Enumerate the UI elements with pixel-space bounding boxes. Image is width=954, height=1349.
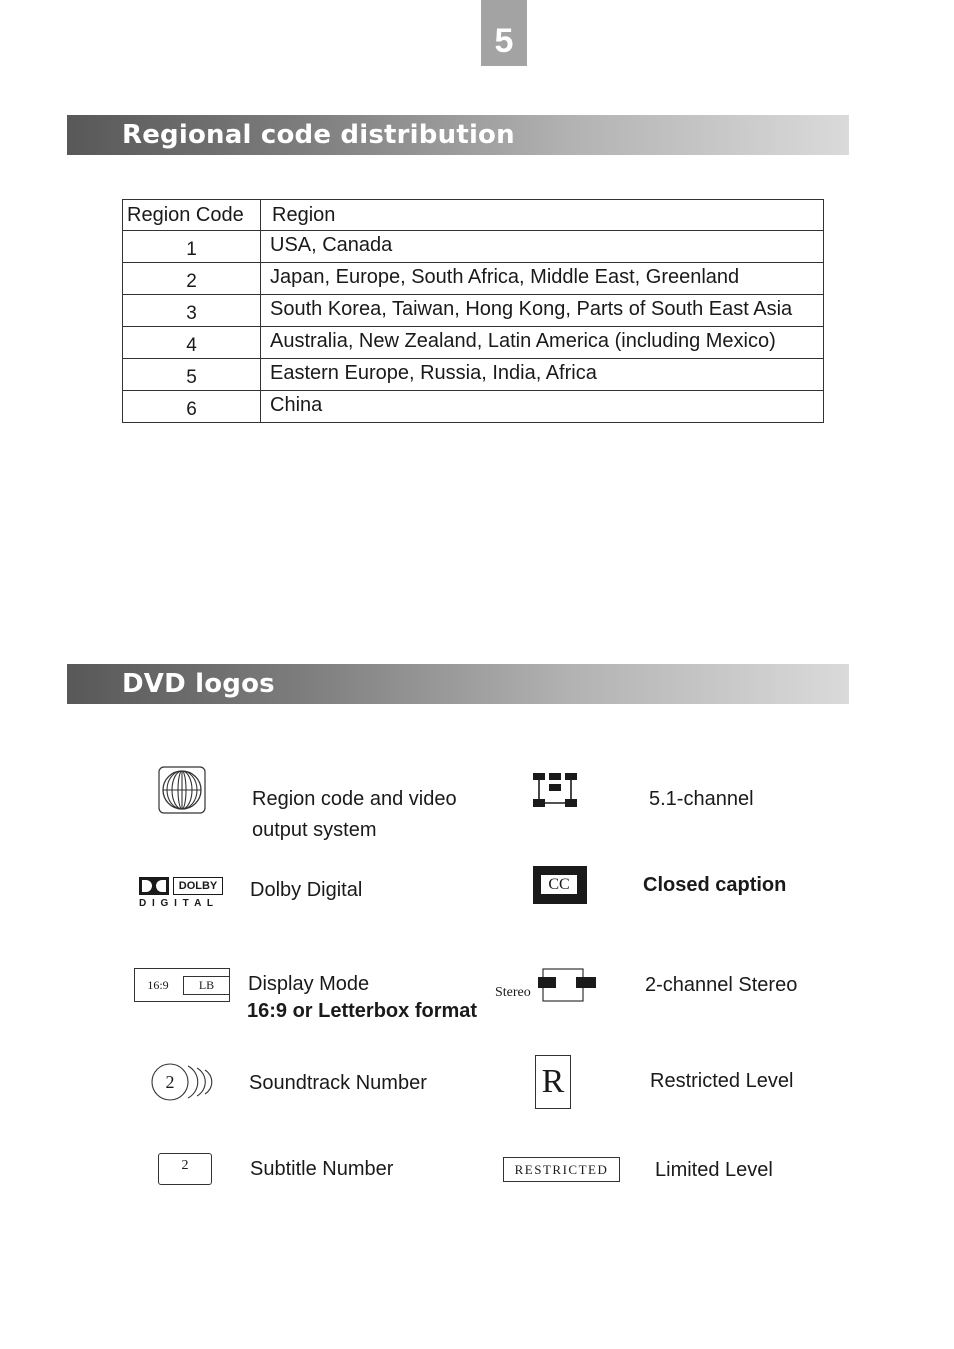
page-number: 5 — [481, 0, 527, 66]
region-code-cell: 5 — [123, 359, 261, 391]
limited-level-label: Limited Level — [655, 1159, 773, 1181]
dolby-digital-icon — [139, 876, 227, 910]
stereo-icon — [495, 968, 597, 1002]
subtitle-logo-text: 2 — [181, 1158, 189, 1173]
section-title: Regional code distribution — [122, 120, 515, 150]
region-code-cell: 4 — [123, 327, 261, 359]
display-mode-format-label: 16:9 or Letterbox format — [247, 1000, 478, 1022]
region-cell: Australia, New Zealand, Latin America (including Mexico) — [261, 327, 824, 359]
subtitle-icon — [158, 1153, 212, 1185]
speaker-layout-icon — [532, 772, 578, 813]
aspect-ratio-icon — [134, 968, 230, 1002]
region-code-cell: 2 — [123, 263, 261, 295]
restricted-text-icon — [503, 1157, 620, 1182]
soundtrack-label: Soundtrack Number — [249, 1072, 427, 1094]
region-cell: Eastern Europe, Russia, India, Africa — [261, 359, 824, 391]
cc-icon — [533, 866, 587, 904]
section-header-logos — [67, 664, 849, 704]
subtitle-label: Subtitle Number — [250, 1158, 394, 1180]
region-cell: USA, Canada — [261, 231, 824, 263]
table-row — [123, 359, 824, 391]
region-code-cell: 1 — [123, 231, 261, 263]
soundtrack-logo-text: 2 — [165, 1072, 175, 1092]
cc-logo-text: CC — [541, 875, 577, 894]
region-code-label — [252, 784, 457, 846]
dolby-digital-label: Dolby Digital — [250, 879, 363, 901]
region-code-cell: 6 — [123, 391, 261, 423]
aspect-logo-text-left: 16:9 — [147, 978, 169, 992]
closed-caption-label: Closed caption — [643, 874, 787, 896]
stereo-logo-text: Stereo — [495, 985, 531, 1000]
stereo-label: 2-channel Stereo — [645, 974, 798, 996]
column-header: Region Code — [123, 200, 261, 231]
region-cell: South Korea, Taiwan, Hong Kong, Parts of South East Asia — [261, 295, 824, 327]
aspect-logo-text-right: LB — [183, 976, 229, 995]
region-code-cell: 3 — [123, 295, 261, 327]
region-cell: China — [261, 391, 824, 423]
column-header: Region — [261, 200, 824, 231]
soundtrack-icon — [150, 1062, 214, 1102]
channel-51-label: 5.1-channel — [649, 788, 754, 810]
restricted-logo-text: R — [541, 1063, 565, 1100]
table-row — [123, 263, 824, 295]
section-title: DVD logos — [122, 669, 275, 699]
display-mode-label: Display Mode — [248, 973, 370, 995]
table-row — [123, 391, 824, 423]
globe-icon — [158, 766, 206, 819]
label-line: Region code and video — [252, 788, 457, 810]
section-header-regional — [67, 115, 849, 155]
table-row — [123, 295, 824, 327]
table-row — [123, 327, 824, 359]
dolby-digital-text: D I G I T A L — [139, 898, 215, 909]
restricted-level-label: Restricted Level — [650, 1070, 794, 1092]
dolby-logo-text: DOLBY — [173, 877, 223, 895]
restricted-r-icon — [535, 1055, 571, 1109]
limited-logo-text: RESTRICTED — [514, 1162, 609, 1177]
region-code-table — [122, 199, 824, 423]
table-row — [123, 231, 824, 263]
table-header-row — [123, 200, 824, 231]
label-line: output system — [252, 819, 377, 841]
region-cell: Japan, Europe, South Africa, Middle East, Greenland — [261, 263, 824, 295]
